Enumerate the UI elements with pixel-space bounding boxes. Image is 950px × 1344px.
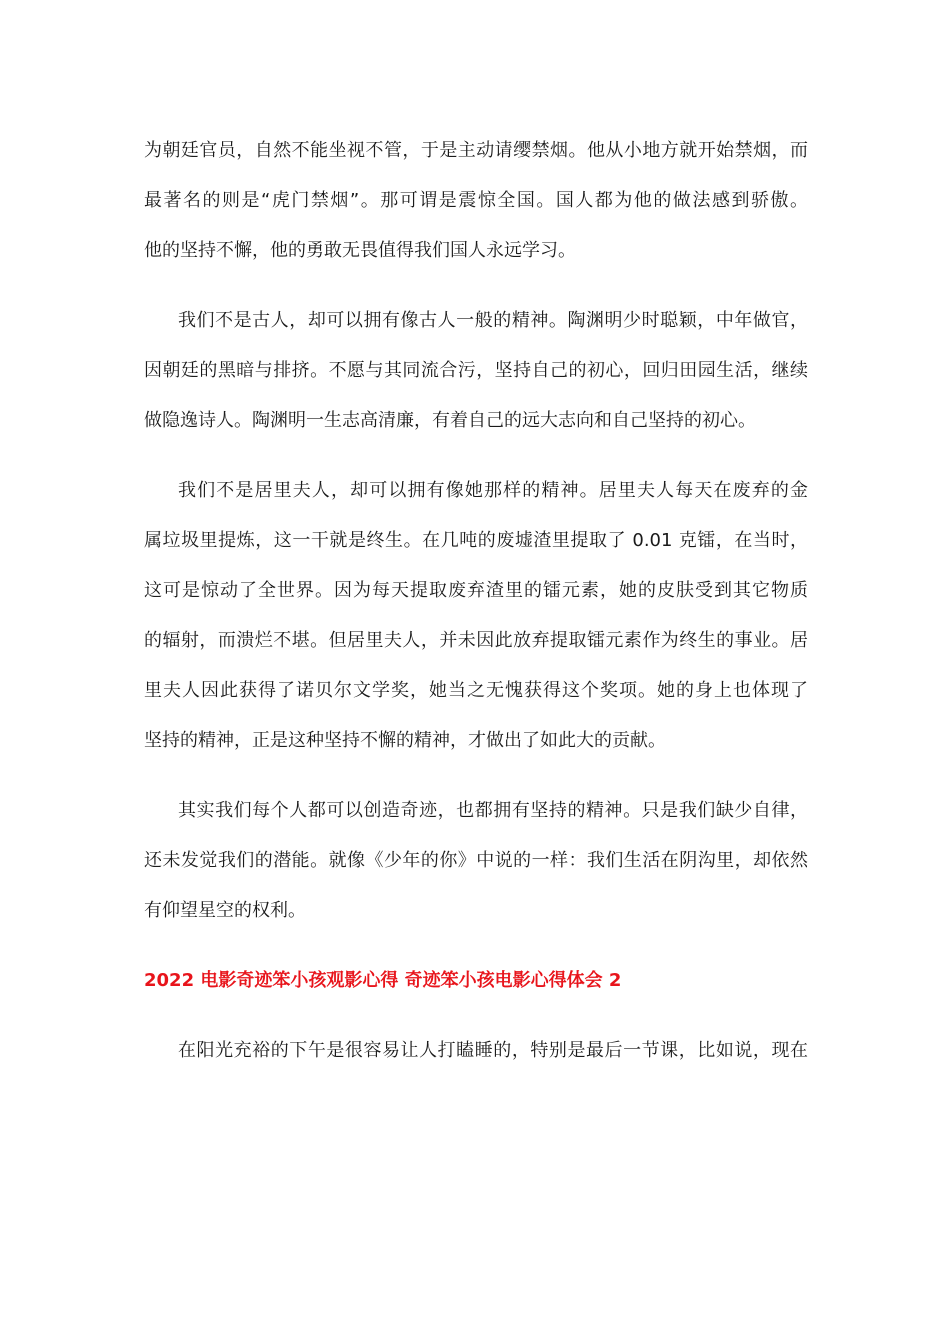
paragraph-line: 还未发觉我们的潜能。就像《少年的你》中说的一样：我们生活在阴沟里，却依然	[144, 850, 808, 871]
paragraph-conclusion	[144, 786, 808, 936]
paragraph-afternoon	[144, 1026, 808, 1076]
paragraph-line: 我们不是居里夫人，却可以拥有像她那样的精神。居里夫人每天在废弃的金	[178, 480, 808, 501]
paragraph-line: 因朝廷的黑暗与排挤。不愿与其同流合污，坚持自己的初心，回归田园生活，继续	[144, 360, 808, 381]
paragraph-line: 这可是惊动了全世界。因为每天提取废弃渣里的镭元素，她的皮肤受到其它物质	[144, 580, 808, 601]
paragraph-line: 其实我们每个人都可以创造奇迹，也都拥有坚持的精神。只是我们缺少自律，	[178, 800, 808, 821]
paragraph-line: 他的坚持不懈，他的勇敢无畏值得我们国人永远学习。	[144, 240, 576, 261]
paragraph-line: 的辐射，而溃烂不堪。但居里夫人，并未因此放弃提取镭元素作为终生的事业。居	[144, 630, 808, 651]
paragraph-tao-yuanming	[144, 296, 808, 446]
paragraph-line: 在阳光充裕的下午是很容易让人打瞌睡的，特别是最后一节课，比如说，现在	[178, 1040, 808, 1061]
paragraph-line: 最著名的则是“虎门禁烟”。那可谓是震惊全国。国人都为他的做法感到骄傲。	[144, 190, 808, 211]
paragraph-line: 属垃圾里提炼，这一干就是终生。在几吨的废墟渣里提取了 0.01 克镭，在当时，	[144, 530, 808, 551]
paragraph-line: 坚持的精神，正是这种坚持不懈的精神，才做出了如此大的贡献。	[144, 730, 666, 751]
paragraph-line: 为朝廷官员，自然不能坐视不管，于是主动请缨禁烟。他从小地方就开始禁烟，而	[144, 140, 808, 161]
paragraph-line: 做隐逸诗人。陶渊明一生志高清廉，有着自己的远大志向和自己坚持的初心。	[144, 410, 756, 431]
paragraph-curie	[144, 466, 808, 766]
document-body	[144, 126, 808, 1096]
paragraph-line: 我们不是古人，却可以拥有像古人一般的精神。陶渊明少时聪颖，中年做官，	[178, 310, 808, 331]
paragraph-line: 里夫人因此获得了诺贝尔文学奖，她当之无愧获得这个奖项。她的身上也体现了	[144, 680, 808, 701]
paragraph-lin-zexu	[144, 126, 808, 276]
paragraph-line: 有仰望星空的权利。	[144, 900, 306, 921]
section-heading: 2022 电影奇迹笨小孩观影心得 奇迹笨小孩电影心得体会 2	[144, 970, 622, 991]
